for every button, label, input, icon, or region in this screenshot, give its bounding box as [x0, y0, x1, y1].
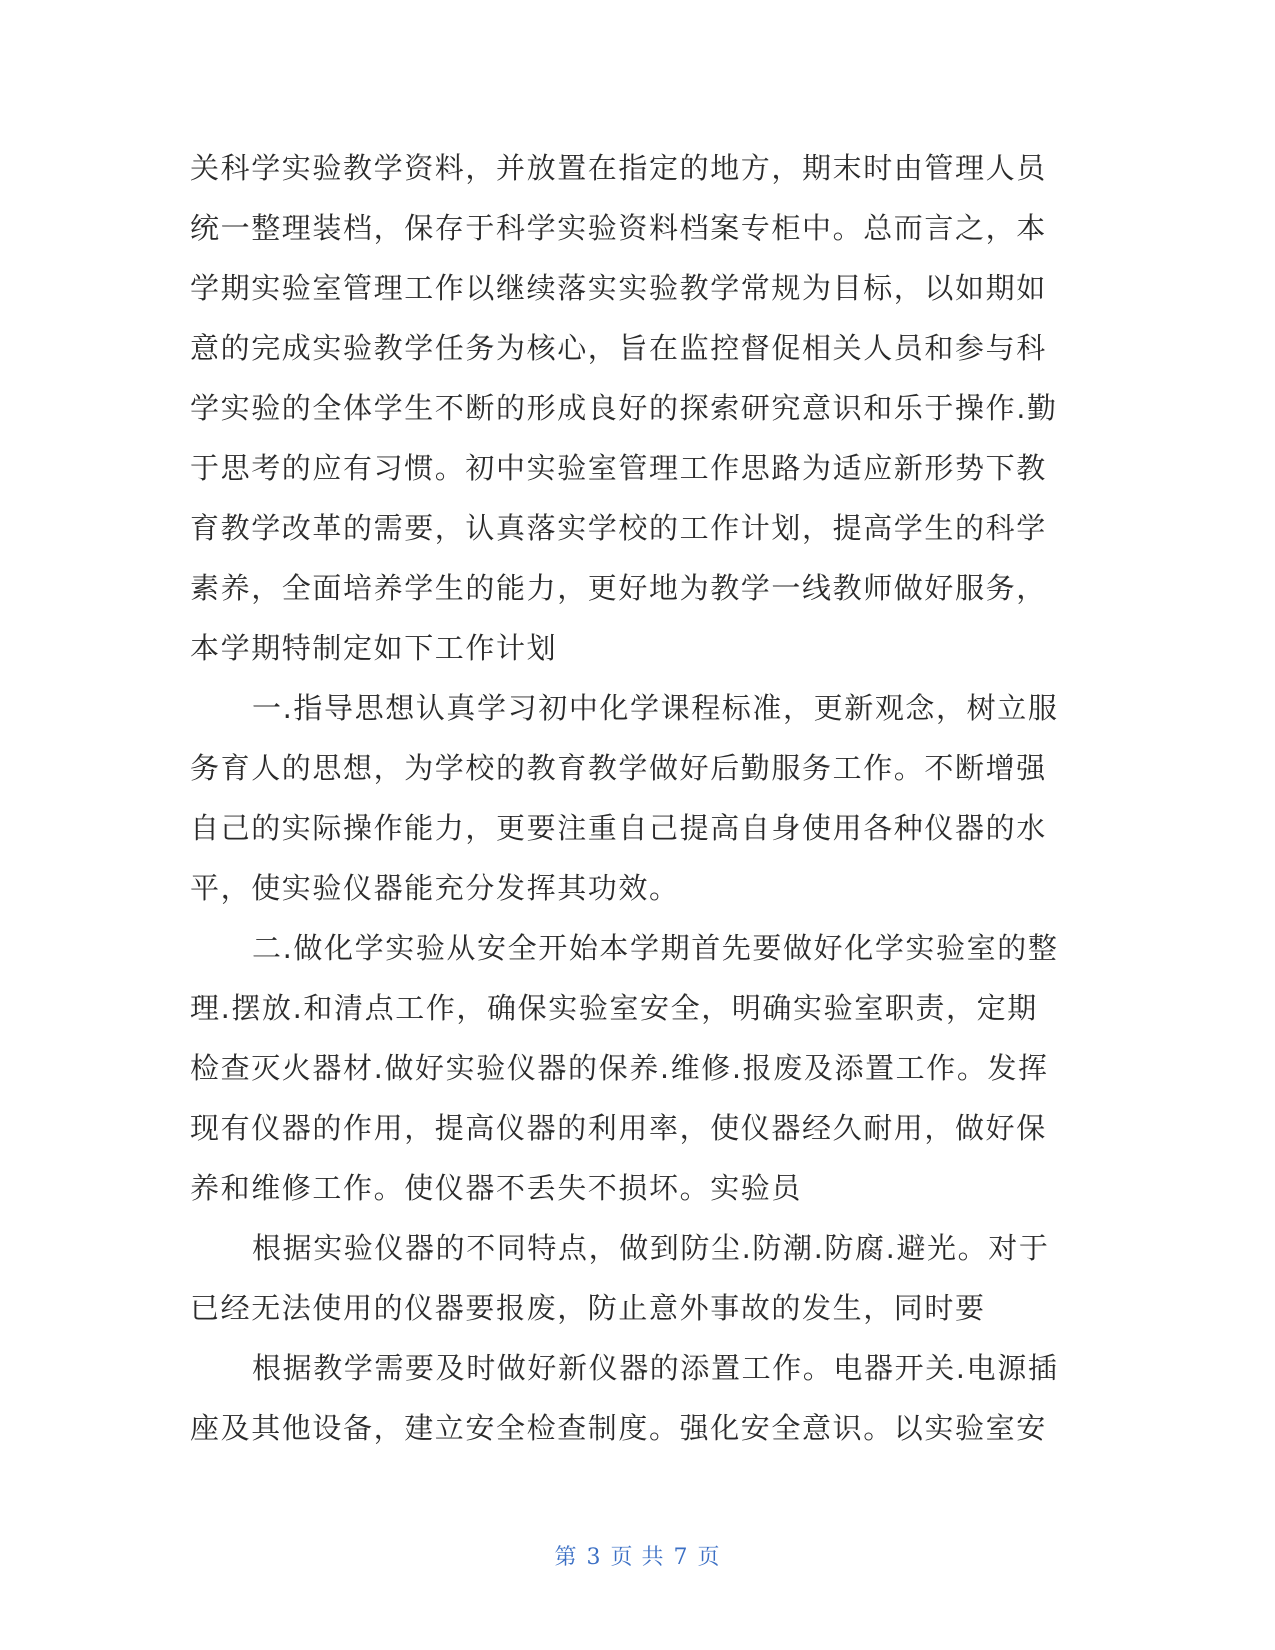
text-line: 务育人的思想，为学校的教育教学做好后勤服务工作。不断增强: [190, 751, 1047, 785]
text-line: 二.做化学实验从安全开始本学期首先要做好化学实验室的整: [252, 931, 1059, 965]
text-line: 意的完成实验教学任务为核心，旨在监控督促相关人员和参与科: [190, 331, 1047, 365]
text-line: 本学期特制定如下工作计划: [190, 631, 558, 665]
footer-suffix: 页: [697, 1545, 721, 1570]
text-line: 统一整理装档，保存于科学实验资料档案专柜中。总而言之，本: [190, 211, 1047, 245]
page-footer: [0, 1540, 1275, 1571]
text-line: 平，使实验仪器能充分发挥其功效。: [190, 871, 680, 905]
text-line: 养和维修工作。使仪器不丢失不损坏。实验员: [190, 1171, 803, 1205]
text-line: 素养，全面培养学生的能力，更好地为教学一线教师做好服务，: [190, 571, 1047, 605]
text-line: 座及其他设备，建立安全检查制度。强化安全意识。以实验室安: [190, 1411, 1047, 1445]
current-page-number: 3: [586, 1545, 602, 1570]
text-line: 现有仪器的作用，提高仪器的利用率，使仪器经久耐用，做好保: [190, 1111, 1047, 1145]
text-line: 根据实验仪器的不同特点，做到防尘.防潮.防腐.避光。对于: [252, 1231, 1050, 1265]
text-line: 理.摆放.和清点工作，确保实验室安全，明确实验室职责，定期: [190, 991, 1038, 1025]
text-line: 已经无法使用的仪器要报废，防止意外事故的发生，同时要: [190, 1291, 986, 1325]
text-line: 关科学实验教学资料，并放置在指定的地方，期末时由管理人员: [190, 151, 1047, 185]
document-body: [190, 147, 1080, 1467]
text-line: 自己的实际操作能力，更要注重自己提高自身使用各种仪器的水: [190, 811, 1047, 845]
text-line: 检查灭火器材.做好实验仪器的保养.维修.报废及添置工作。发挥: [190, 1051, 1049, 1085]
text-line: 根据教学需要及时做好新仪器的添置工作。电器开关.电源插: [252, 1351, 1059, 1385]
footer-middle: 页 共: [610, 1545, 665, 1570]
text-line: 育教学改革的需要，认真落实学校的工作计划，提高学生的科学: [190, 511, 1047, 545]
footer-prefix: 第: [554, 1545, 578, 1570]
text-line: 一.指导思想认真学习初中化学课程标准，更新观念，树立服: [252, 691, 1059, 725]
text-line: 于思考的应有习惯。初中实验室管理工作思路为适应新形势下教: [190, 451, 1047, 485]
text-line: 学实验的全体学生不断的形成良好的探索研究意识和乐于操作.勤: [190, 391, 1058, 425]
text-line: 学期实验室管理工作以继续落实实验教学常规为目标，以如期如: [190, 271, 1047, 305]
total-pages-number: 7: [673, 1545, 689, 1570]
